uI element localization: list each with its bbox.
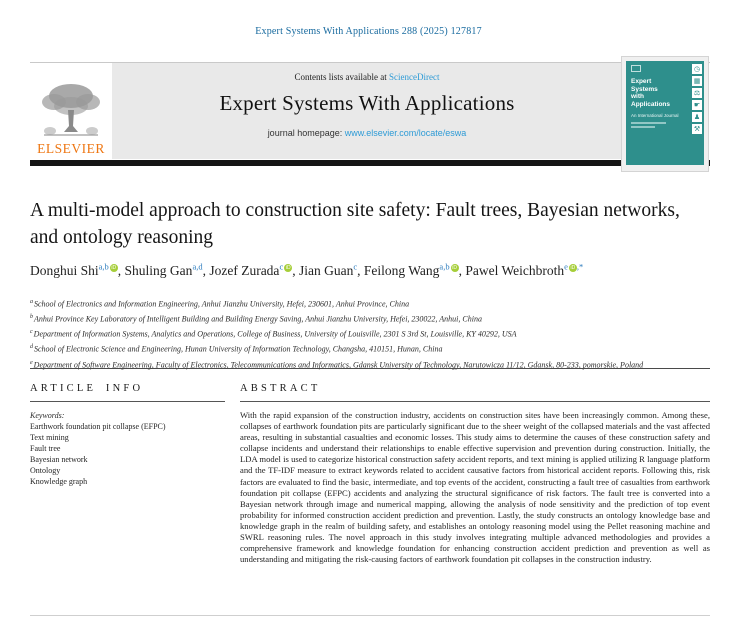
- author-affiliation-sup: e: [564, 261, 568, 271]
- author-name: Donghui Shi: [30, 262, 99, 278]
- author-affiliation-sup: a,b: [439, 261, 450, 271]
- keyword-item: Bayesian network: [30, 455, 88, 464]
- corresponding-author-mark: ,*: [576, 261, 584, 271]
- cover-publisher-mark-icon: [631, 65, 641, 72]
- keyword-list: [30, 421, 225, 487]
- sciencedirect-link[interactable]: ScienceDirect: [389, 72, 440, 82]
- keyword-item: Earthwork foundation pit collapse (EFPC): [30, 422, 166, 431]
- affiliation-line: [30, 311, 710, 326]
- paper-title: A multi-model approach to construction site safety: Fault trees, Bayesian networks, and ontology reasoning: [30, 200, 680, 248]
- abstract-rule: [240, 401, 710, 402]
- author: Shuling Gan$^{a,d}$,: [124, 261, 210, 278]
- orcid-icon[interactable]: iD: [285, 265, 291, 271]
- affiliation-text: Anhui Province Key Laboratory of Intelligent Building and Building Energy Saving, Anhui Jianzhu University, Hefei, 230022, Anhui, China: [34, 314, 482, 324]
- author: Feilong Wang$^{a,b}$ iD ,: [363, 261, 466, 278]
- affiliation-sup: e: [30, 359, 33, 366]
- keyword-item: Text mining: [30, 433, 69, 442]
- orcid-icon[interactable]: iD: [570, 265, 576, 271]
- author-name: Pawel Weichbroth: [465, 262, 565, 278]
- cover-title-line: Applications: [631, 100, 671, 108]
- journal-citation: Expert Systems With Applications 288 (2025) 127817: [255, 26, 482, 37]
- affiliation-text: Department of Software Engineering, Faculty of Electronics, Telecommunications and Informatics, Gdansk University of Technology, Narutowicza 11/12, Gdansk, 80-233, pomorskie, Poland: [33, 360, 644, 370]
- affiliation-line: [30, 357, 710, 372]
- author-affiliation-sup: c: [353, 261, 358, 271]
- author-list: [30, 256, 690, 281]
- affiliation-sup: c: [30, 329, 33, 336]
- author-name: Jian Guan: [298, 262, 354, 278]
- author-name: Feilong Wang: [363, 262, 440, 278]
- page-bottom-rule: [30, 615, 710, 616]
- affiliation-line: [30, 326, 710, 341]
- person-icon: ♟: [693, 113, 701, 121]
- cover-title: [631, 78, 690, 108]
- affiliation-sup: a: [30, 299, 33, 305]
- article-info-heading: ARTICLE INFO: [30, 383, 144, 394]
- abstract-heading: ABSTRACT: [240, 383, 321, 394]
- pointing-hand-icon: ☛: [693, 101, 701, 109]
- journal-cover-art: [626, 61, 704, 165]
- author-affiliation-sup: a,d: [192, 261, 203, 271]
- abstract-text: With the rapid expansion of the construction industry, accidents on construction sites have been increasingly common. Among these, collapses of earthwork foundation pits are particularly significant due to the sheer weight of the collapsed materials and the vast affected areas, resulting in substantial casualties and economic losses. This study aims to determine the causes of these construction safety and collapse incidents and understand their relationships to enable effective supervision and prevention during construction. Initially, the LDA model is used to categorize historical construction safety accident reports, and text mining is applied utilizing R language platform and the TF-IDF measure to extract keywords related to accident causative factors from historical accident reports. Following this, risk factors are evaluated to find the basic, intermediate, and top events of the accident, constructing a fault tree of casualties from earthwork foundation pit collapse (EFPC) accidents and analyzing the structural significance of risk factors. The fault tree is converted into a Bayesian network through image and numerical mapping, allowing the analysis of node sensitivity and the prediction of top event probability for informed construction accident prediction and prevention. Lastly, the study constructs an ontology knowledge base and knowledge graph in the realm of building safety, and establishes an ontology reasoning model using the Pellet reasoning machine and SWRL reasoning rules. The novel approach in this study involves integrating multiple advanced methodologies and provides a comprehensive framework and knowledge foundation for enhancing construction accident prediction and prevention as well as understanding and mitigating the risk-causing factors of earthwork foundation pit collapses in the construction industry.: [240, 410, 710, 565]
- cover-title-line: Expert: [631, 78, 652, 85]
- keyword-item: Ontology: [30, 466, 61, 475]
- orcid-icon[interactable]: iD: [111, 265, 117, 271]
- affiliation-sup: d: [30, 344, 33, 351]
- affiliation-line: [30, 341, 710, 356]
- keyword-item: Fault tree: [30, 444, 61, 453]
- author-name: Shuling Gan: [124, 262, 193, 278]
- keywords-label: Keywords:: [30, 411, 65, 420]
- contents-prefix: Contents lists available at: [294, 72, 389, 82]
- gauge-icon: ◷: [693, 65, 701, 73]
- orcid-icon[interactable]: iD: [452, 265, 457, 271]
- article-info-rule: [30, 401, 225, 402]
- affiliation-line: [30, 296, 710, 311]
- elsevier-wordmark: ELSEVIER: [37, 141, 105, 156]
- elsevier-tree-logo: [38, 82, 104, 140]
- homepage-url-link[interactable]: www.elsevier.com/locate/eswa: [344, 128, 467, 138]
- homepage-line: [112, 128, 622, 138]
- contents-line: [112, 72, 622, 82]
- header-divider-bar: [30, 160, 710, 166]
- affiliation-list: [30, 296, 710, 372]
- abstract-column: [240, 379, 710, 565]
- scale-icon: ⚖: [693, 89, 701, 97]
- author-name: Jozef Zurada: [209, 262, 280, 278]
- cover-subtitle: An International Journal: [631, 113, 679, 118]
- author: Jian Guan$^c$,: [298, 261, 364, 278]
- author-affiliation-sup: a,b: [98, 261, 109, 271]
- journal-title: Expert Systems With Applications: [219, 91, 515, 115]
- affiliation-text: School of Electronics and Information Engineering, Anhui Jianzhu University, Hefei, 230601, Anhui Province, China: [34, 299, 410, 309]
- journal-header: [30, 63, 710, 159]
- author: Jozef Zurada$^c$ iD ,: [209, 261, 299, 278]
- journal-masthead: [112, 63, 622, 159]
- cover-icon-strip: [692, 64, 702, 134]
- info-abstract-columns: [30, 379, 710, 565]
- elsevier-logo[interactable]: [30, 63, 112, 159]
- keyword-item: Knowledge graph: [30, 477, 88, 486]
- cover-title-line: with: [631, 93, 644, 100]
- bar-chart-icon: ▦: [693, 77, 701, 85]
- cover-editor-line: [631, 126, 655, 128]
- affiliation-text: School of Electronic Science and Engineering, Hunan University of Information Technology, Changsha, 410151, Hunan, China: [34, 345, 443, 355]
- article-info-column: [30, 379, 225, 565]
- cover-title-line: Systems: [631, 85, 658, 93]
- author: Donghui Shi$^{a,b}$ iD ,: [30, 261, 125, 278]
- affiliation-rule: [30, 368, 710, 369]
- homepage-prefix: journal homepage:: [267, 128, 345, 138]
- author: [465, 263, 583, 278]
- affiliation-sup: b: [30, 314, 33, 321]
- author-affiliation-sup: c: [279, 261, 284, 271]
- cover-editor-line: [631, 122, 666, 124]
- affiliation-text: Department of Information Systems, Analytics and Operations, College of Business, University of Louisville, 2301 S 3rd St, Louisville, KY 40292, USA: [33, 329, 517, 339]
- journal-cover-thumbnail[interactable]: [622, 57, 708, 171]
- tools-icon: ⚒: [693, 125, 701, 133]
